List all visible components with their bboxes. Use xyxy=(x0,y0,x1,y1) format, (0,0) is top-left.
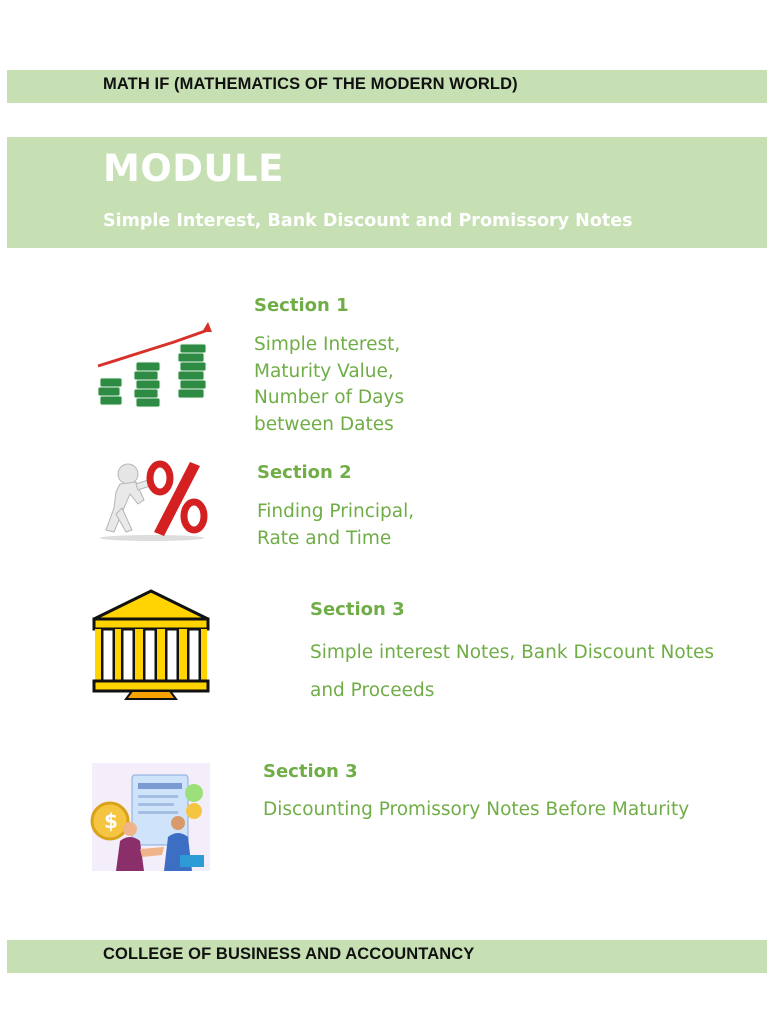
section-4-topics xyxy=(263,797,743,824)
section-2-topic: Rate and Time xyxy=(257,527,392,549)
section-1-topic: Simple Interest, xyxy=(254,334,401,355)
section-2-topics xyxy=(257,499,557,552)
section-4-topic: Discounting Promissory Notes Before Maturity xyxy=(263,799,690,820)
course-title: MATH IF (MATHEMATICS OF THE MODERN WORLD) xyxy=(103,75,518,93)
bank-building-icon xyxy=(92,589,210,701)
section-1-topic: between Dates xyxy=(254,413,394,435)
college-footer-band xyxy=(7,940,767,973)
svg-text:$: $ xyxy=(104,809,118,833)
section-2-topic: Finding Principal, xyxy=(257,501,415,522)
promissory-note-handshake-icon xyxy=(92,763,210,871)
college-name: COLLEGE OF BUSINESS AND ACCOUNTANCY xyxy=(103,945,475,963)
module-title: MODULE xyxy=(103,147,284,190)
module-banner xyxy=(7,137,767,248)
section-1-topics xyxy=(254,332,554,435)
module-subtitle: Simple Interest, Bank Discount and Promissory Notes xyxy=(103,211,633,231)
section-3-topic: Simple interest Notes, Bank Discount Notes xyxy=(310,642,714,663)
growth-chart-money-icon xyxy=(96,318,212,410)
percent-figure-icon xyxy=(92,452,212,542)
section-4-heading: Section 3 xyxy=(263,761,358,782)
section-1-topic: Maturity Value, xyxy=(254,360,394,382)
section-3-heading: Section 3 xyxy=(310,599,405,620)
section-3-topic: and Proceeds xyxy=(310,680,435,701)
section-2-heading: Section 2 xyxy=(257,462,352,483)
section-1-heading: Section 1 xyxy=(254,295,349,316)
section-3-topics xyxy=(310,634,750,710)
section-1-topic: Number of Days xyxy=(254,387,405,408)
course-header-band xyxy=(7,70,767,103)
